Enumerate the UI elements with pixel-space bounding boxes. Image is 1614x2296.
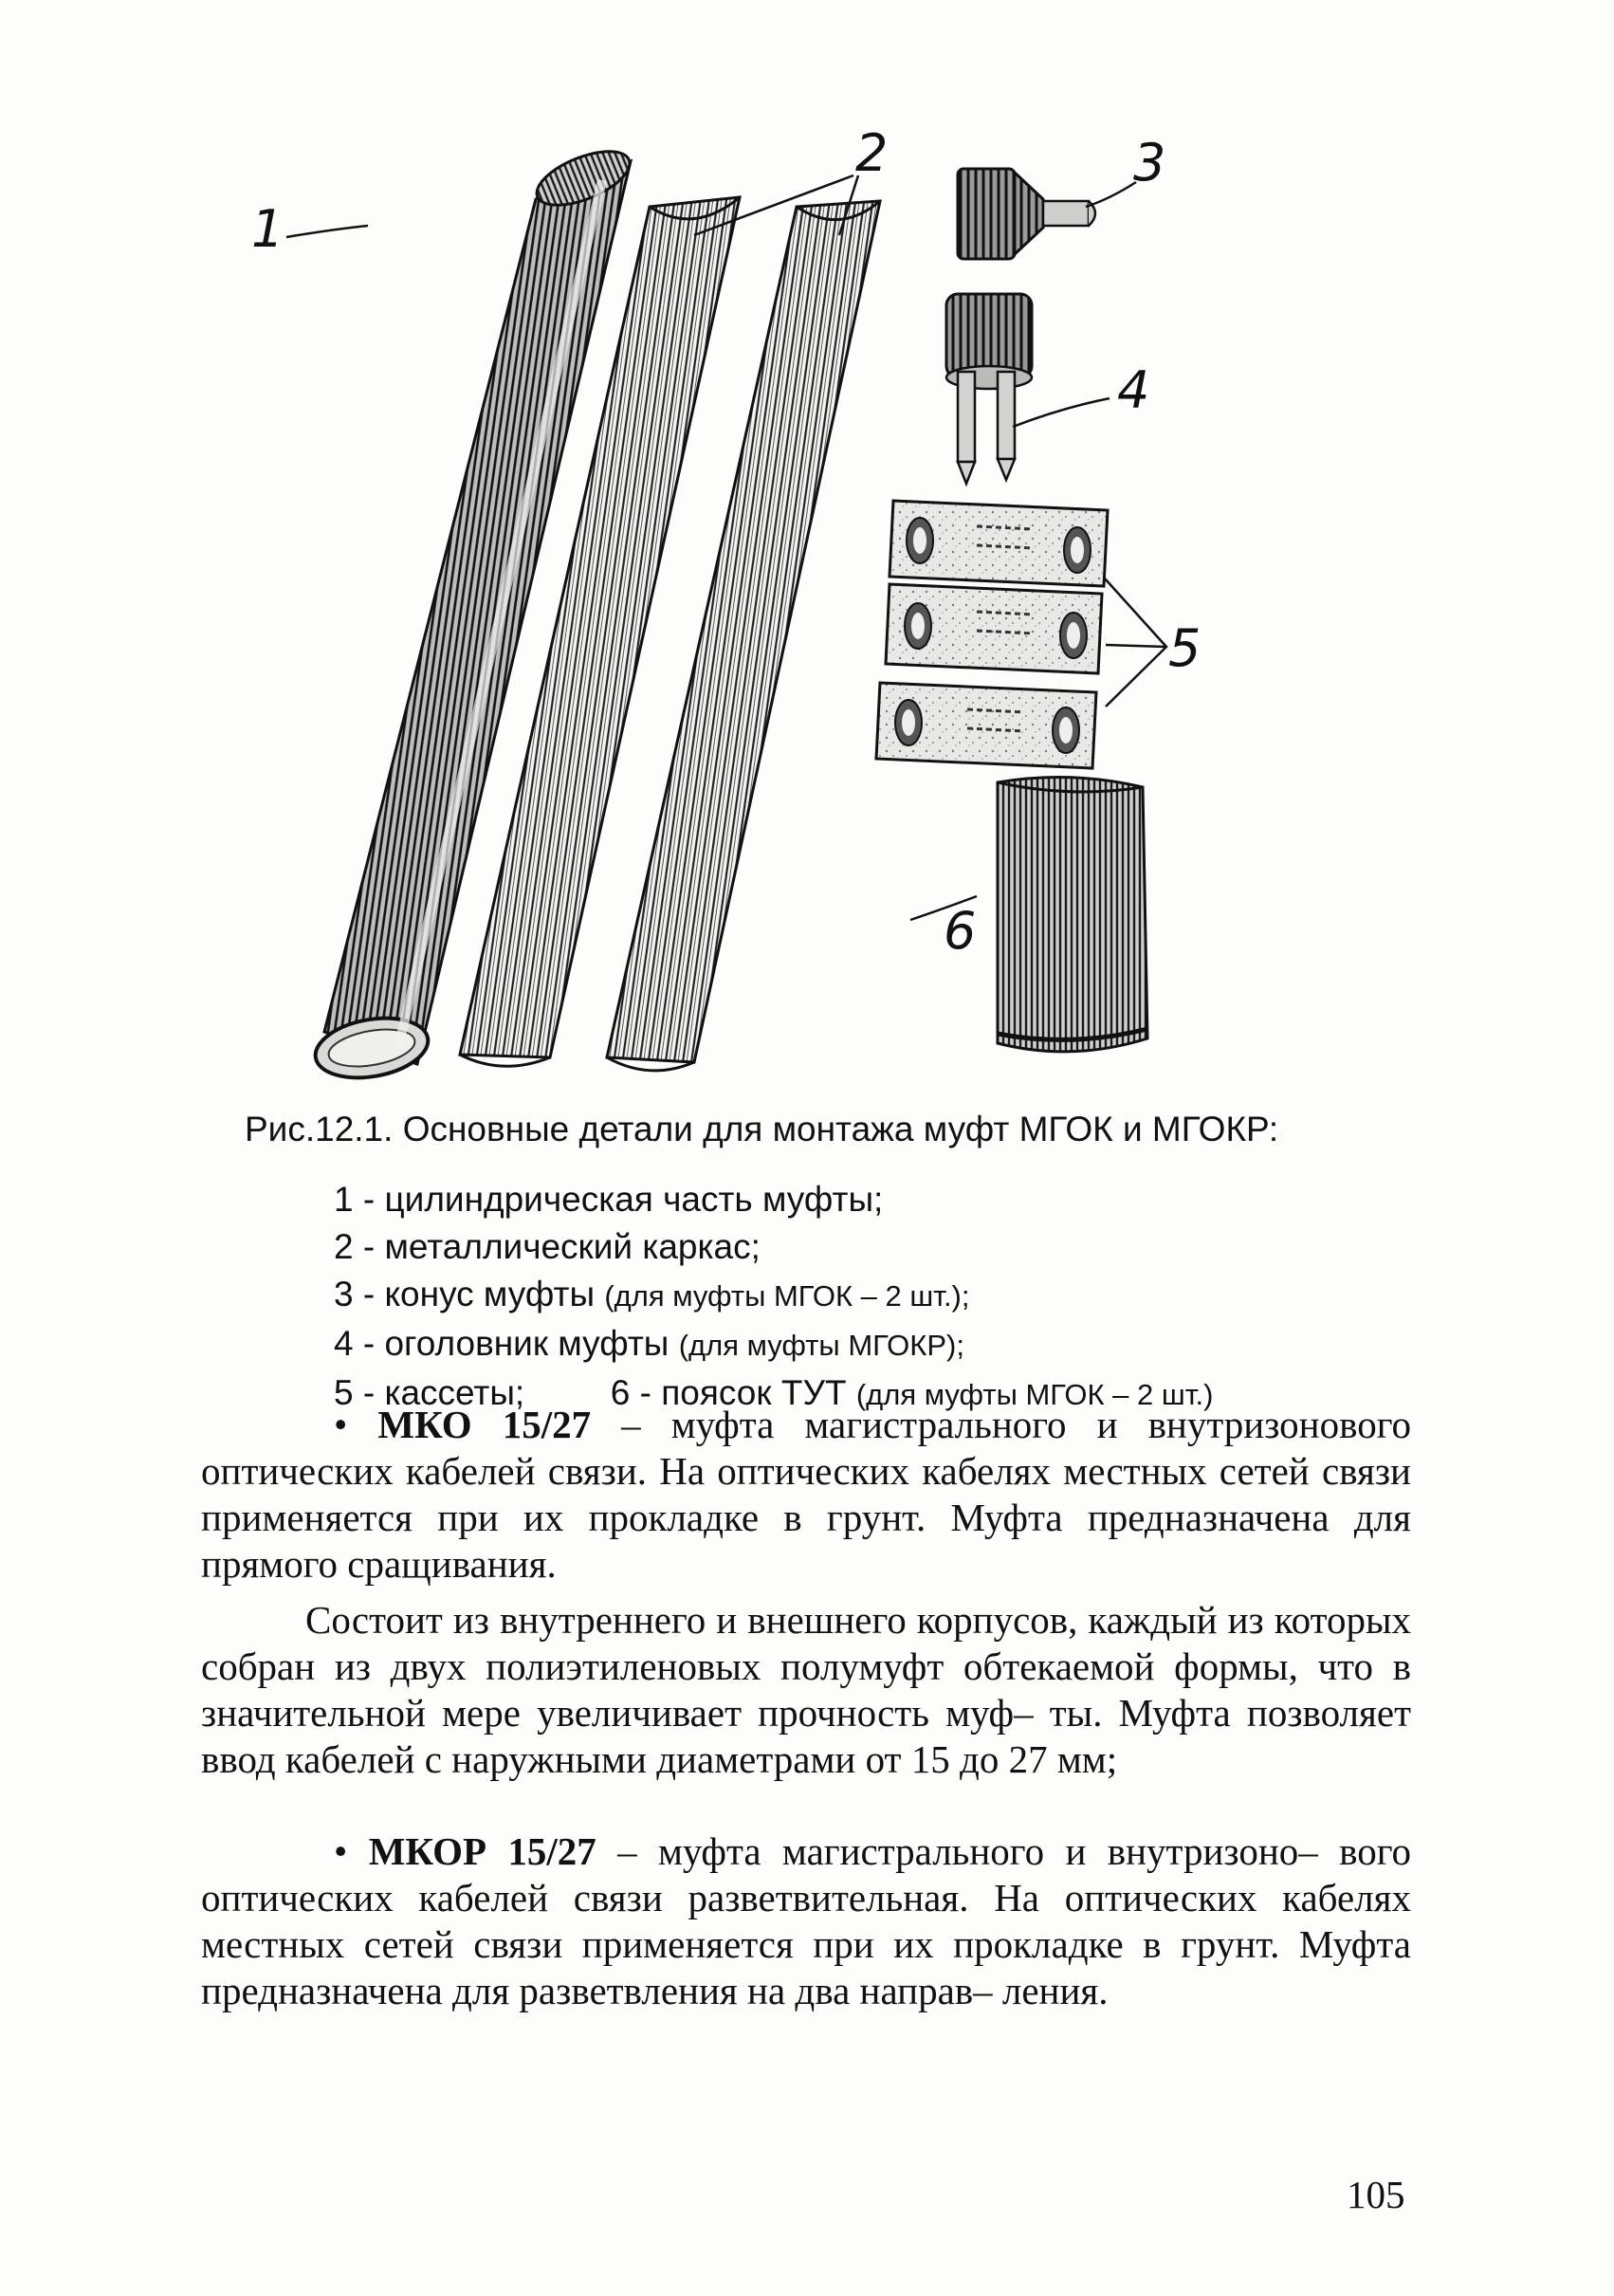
figure-caption: Рис.12.1. Основные детали для монтажа муфт МГОК и МГОКР: [245, 1110, 1279, 1148]
text-mko: – муфта магистрального и внутризонового оптических кабелей связи. На оптических кабелях местных сетей связи применяется при их прокладке в грунт. Муфта предназначена для прямого сращивания. [201, 1403, 1411, 1586]
term-mkor: МКОР 15/27 [368, 1829, 596, 1873]
legend-item-4 [334, 1320, 1472, 1369]
cassette-top [890, 501, 1108, 586]
page-number: 105 [1347, 2173, 1405, 2216]
figure-label-3: 3 [1133, 133, 1166, 193]
cone-drawing [958, 169, 1095, 259]
text-construction: Состоит из внутреннего и внешнего корпусов, каждый из которых собран из двух полиэтиленовых полумуфт обтекаемой формы, что в значительной мере увеличивает прочность муф– ты. Муфта позволяет ввод кабелей с наружными диаметрами от 15 до 27 мм; [201, 1598, 1411, 1781]
figure-legend [334, 1176, 1472, 1419]
legend-item-4-note: (для муфты МГОКР); [678, 1329, 964, 1362]
bullet-mko: • [334, 1403, 348, 1446]
legend-item-6-label: 6 - поясок ТУТ [610, 1373, 847, 1412]
belt-drawing [998, 778, 1147, 1052]
legend-item-3 [334, 1271, 1472, 1320]
legend-item-1: 1 - цилиндрическая часть муфты; [334, 1180, 884, 1219]
legend-item-4-label: 4 - оголовник муфты [334, 1324, 669, 1363]
cassette-bottom [876, 683, 1096, 768]
legend-item-3-note: (для муфты МГОК – 2 шт.); [604, 1279, 970, 1313]
paragraph-mko [201, 1402, 1411, 1588]
figure-label-2: 2 [855, 123, 889, 183]
legend-item-2: 2 - металлический каркас; [334, 1227, 761, 1266]
cassette-middle [886, 584, 1102, 673]
text-mkor: – муфта магистрального и внутризоно– вого оптических кабелей связи разветвительная. На оптических кабелях местных сетей связи применяется при их прокладке в грунт. Муфта предназначена для разветвления на два направ– ления. [201, 1829, 1411, 2012]
figure-label-4: 4 [1117, 360, 1150, 420]
figure-12-1-illustration [251, 123, 1318, 1100]
legend-item-3-label: 3 - конус муфты [334, 1275, 596, 1313]
term-mko: МКО 15/27 [377, 1403, 592, 1446]
paragraph-construction [201, 1597, 1411, 1783]
figure-label-1: 1 [251, 199, 284, 259]
cassettes-drawing [876, 501, 1108, 768]
bullet-mkor: • [334, 1829, 348, 1873]
figure-label-5: 5 [1168, 618, 1201, 678]
figure-drawing [251, 123, 1318, 1100]
legend-item-5: 5 - кассеты; [334, 1373, 525, 1412]
figure-label-6: 6 [944, 901, 977, 961]
cable-head-drawing [946, 294, 1032, 484]
paragraph-mkor [201, 1828, 1411, 2014]
legend-item-6-note: (для муфты МГОК – 2 шт.) [855, 1378, 1214, 1411]
